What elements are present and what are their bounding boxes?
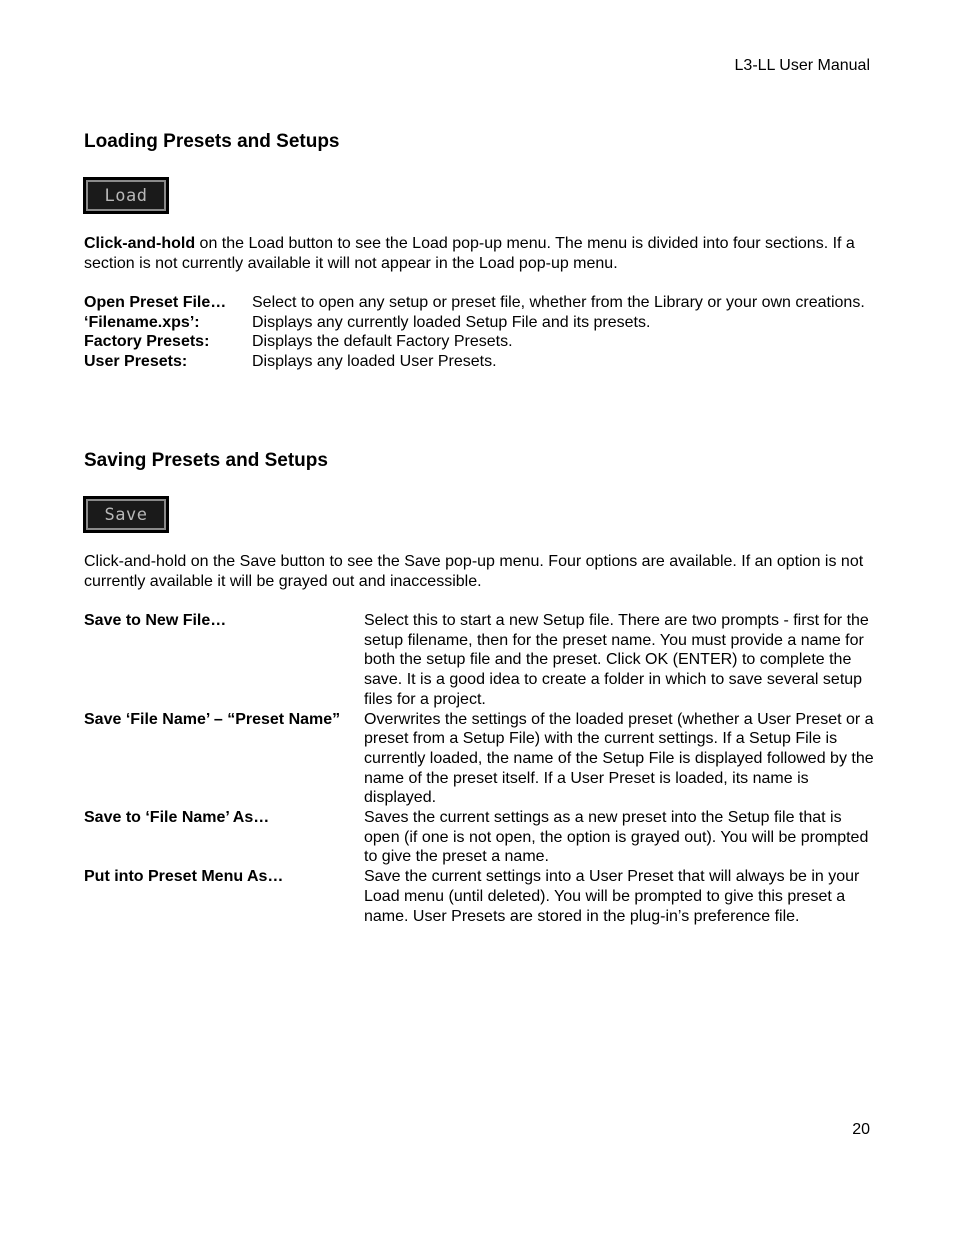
definition-description: Displays any currently loaded Setup File and its presets. — [252, 313, 651, 331]
definition-term: Open Preset File… — [84, 294, 227, 311]
load-menu-definitions — [84, 293, 872, 372]
definition-description: Overwrites the settings of the loaded preset (whether a User Preset or a preset from a Setup File) with the current settings. If a Setup File is currently loaded, the name of the Setup File is displayed followed by the name of the preset itself. If a User Preset is loaded, its name is displayed. — [364, 710, 874, 807]
saving-section-heading: Saving Presets and Setups — [84, 450, 328, 471]
save-menu-definitions — [84, 611, 874, 926]
definition-term: Put into Preset Menu As… — [84, 868, 284, 886]
definition-description: Save the current settings into a User Preset that will always be in your Load menu (until deleted). You will be prompted to give this preset a name. User Presets are stored in the plug-in’s preference file. — [364, 868, 860, 925]
definition-term: Save to New File… — [84, 612, 227, 629]
definition-description: Saves the current settings as a new preset into the Setup file that is open (if one is not open, the option is grayed out). You will be prompted to give the preset a name. — [364, 809, 869, 866]
running-header: L3-LL User Manual — [734, 57, 870, 74]
definition-row — [84, 867, 874, 926]
definition-row — [84, 293, 872, 313]
definition-term: Save ‘File Name’ – “Preset Name” — [84, 710, 341, 728]
load-button-image — [83, 177, 169, 214]
loading-intro-bold: Click-and-hold — [84, 235, 196, 252]
load-button-face — [86, 180, 166, 211]
save-button-image — [83, 496, 169, 533]
save-button-label: Save — [104, 504, 148, 525]
loading-section-heading: Loading Presets and Setups — [84, 131, 340, 152]
definition-row — [84, 352, 872, 372]
save-button-face — [86, 499, 166, 530]
definition-description: Displays any loaded User Presets. — [252, 353, 497, 371]
definition-row — [84, 332, 872, 352]
definition-term: ‘Filename.xps’: — [84, 313, 200, 331]
loading-intro-text: on the Load button to see the Load pop-up menu. The menu is divided into four sections. If a section is not currently available it will not appear in the Load pop-up menu. — [84, 235, 855, 272]
loading-intro-paragraph — [84, 234, 874, 274]
page-number: 20 — [852, 1121, 870, 1138]
definition-row — [84, 808, 874, 867]
definition-row — [84, 611, 874, 710]
load-button-label: Load — [104, 185, 148, 206]
definition-term: Factory Presets: — [84, 333, 210, 351]
definition-row — [84, 710, 874, 809]
definition-term: User Presets: — [84, 353, 188, 371]
definition-row — [84, 313, 872, 333]
definition-description: Displays the default Factory Presets. — [252, 333, 513, 351]
definition-term: Save to ‘File Name’ As… — [84, 809, 270, 827]
definition-description: Select to open any setup or preset file, whether from the Library or your own creations. — [252, 294, 865, 311]
saving-intro-paragraph: Click-and-hold on the Save button to see the Save pop-up menu. Four options are available. If an option is not currently available it will be grayed out and inaccessible. — [84, 553, 864, 590]
definition-description: Select this to start a new Setup file. There are two prompts - first for the setup filename, then for the preset name. You must provide a name for both the setup file and the preset. Click OK (ENTER) to complete the save. It is a good idea to create a folder in which to save several setup files for a project. — [364, 612, 869, 708]
